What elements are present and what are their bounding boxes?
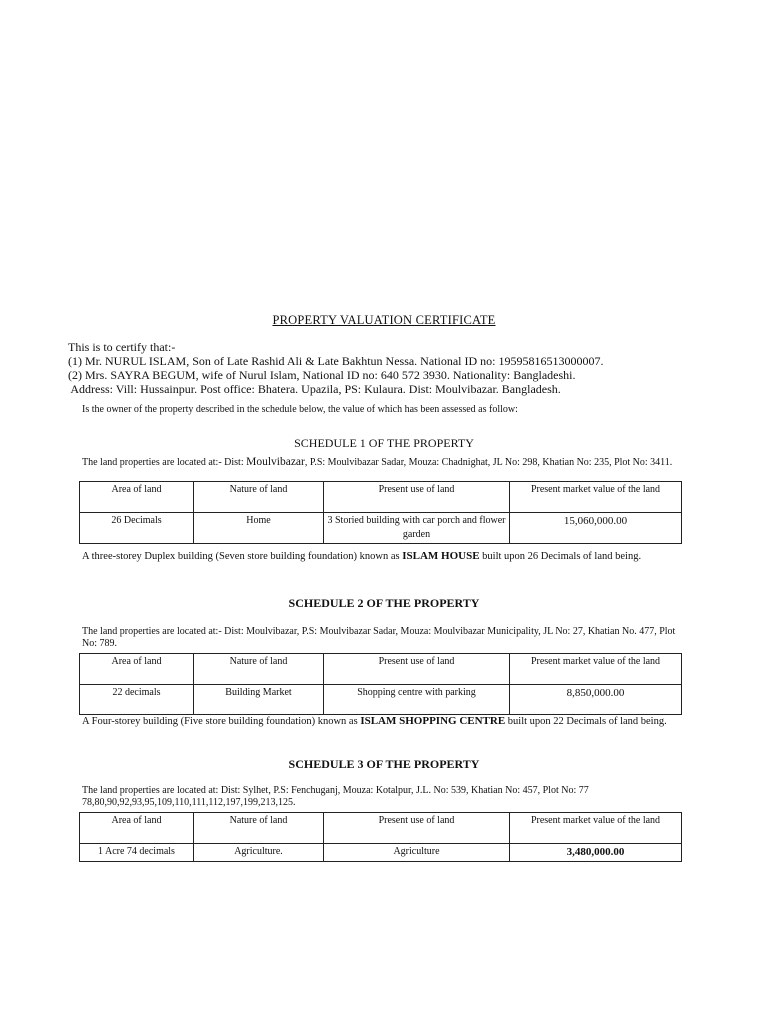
schedule-3-location: The land properties are located at: Dist: Sylhet, P.S: Fenchuganj, Mouza: Kotalpur, J.L. No: 539, Khatian No: 457, Plot No: 77 78,80,90,92,93,95,109,110,111,112,197,199,213,125. [82,785,589,808]
certify-block [68,340,604,396]
header-area: Area of land [80,482,194,513]
schedule-1-description: A three-storey Duplex building (Seven store building foundation) known as ISLAM HOUSE built upon 26 Decimals of land being. [82,550,642,562]
cell-area: 22 decimals [80,685,194,715]
table-row [80,844,682,862]
cell-area: 26 Decimals [80,513,194,544]
table-header-row [80,482,682,513]
schedule-1-title: SCHEDULE 1 OF THE PROPERTY [294,436,474,450]
schedule-1-location: The land properties are located at:- Dist: Moulvibazar, P.S: Moulvibazar Sadar, Mouza: Chadnighat, JL No: 298, Khatian No: 235, Plot No: 3411. [82,456,673,468]
header-use: Present use of land [324,813,510,844]
header-area: Area of land [80,654,194,685]
cell-value: 15,060,000.00 [510,513,682,544]
header-nature: Nature of land [194,813,324,844]
cell-value: 3,480,000.00 [510,844,682,862]
schedule-2-location: The land properties are located at:- Dist: Moulvibazar, P.S: Moulvibazar Sadar, Mouza: Moulvibazar Municipality, JL No: 27, Khatian No. 477, Plot No: 789. [82,626,676,649]
table-header-row [80,654,682,685]
certify-intro: This is to certify that:- [68,340,176,354]
cell-value: 8,850,000.00 [510,685,682,715]
owner-2-line: (2) Mrs. SAYRA BEGUM, wife of Nurul Islam, National ID no: 640 572 3930. Nationality: Bangladeshi. [68,368,576,382]
schedule-1-table [79,481,682,544]
schedule-2-description: A Four-storey building (Five store building foundation) known as ISLAM SHOPPING CENTRE built upon 22 Decimals of land being. [82,715,667,727]
schedule-2-table [79,653,682,715]
header-use: Present use of land [324,654,510,685]
cell-use: 3 Storied building with car porch and flower garden [324,513,510,544]
cell-nature: Home [194,513,324,544]
schedule-2-title: SCHEDULE 2 OF THE PROPERTY [288,596,480,610]
cell-nature: Agriculture. [194,844,324,862]
cell-use: Agriculture [324,844,510,862]
table-row [80,685,682,715]
header-value: Present market value of the land [510,654,682,685]
header-value: Present market value of the land [510,813,682,844]
cell-use: Shopping centre with parking [324,685,510,715]
cell-area: 1 Acre 74 decimals [80,844,194,862]
schedule-3-title: SCHEDULE 3 OF THE PROPERTY [288,757,480,771]
header-value: Present market value of the land [510,482,682,513]
header-use: Present use of land [324,482,510,513]
schedule-3-table [79,812,682,862]
table-row [80,513,682,544]
table-header-row [80,813,682,844]
cell-nature: Building Market [194,685,324,715]
header-nature: Nature of land [194,654,324,685]
document-title: PROPERTY VALUATION CERTIFICATE [272,313,496,327]
owner-statement: Is the owner of the property described in the schedule below, the value of which has been assessed as follow: [82,404,518,415]
header-nature: Nature of land [194,482,324,513]
header-area: Area of land [80,813,194,844]
address-line: Address: Vill: Hussainpur. Post office: Bhatera. Upazila, PS: Kulaura. Dist: Moulvibazar. Bangladesh. [68,382,561,396]
owner-1-line: (1) Mr. NURUL ISLAM, Son of Late Rashid Ali & Late Bakhtun Nessa. National ID no: 19595816513000007. [68,354,604,368]
